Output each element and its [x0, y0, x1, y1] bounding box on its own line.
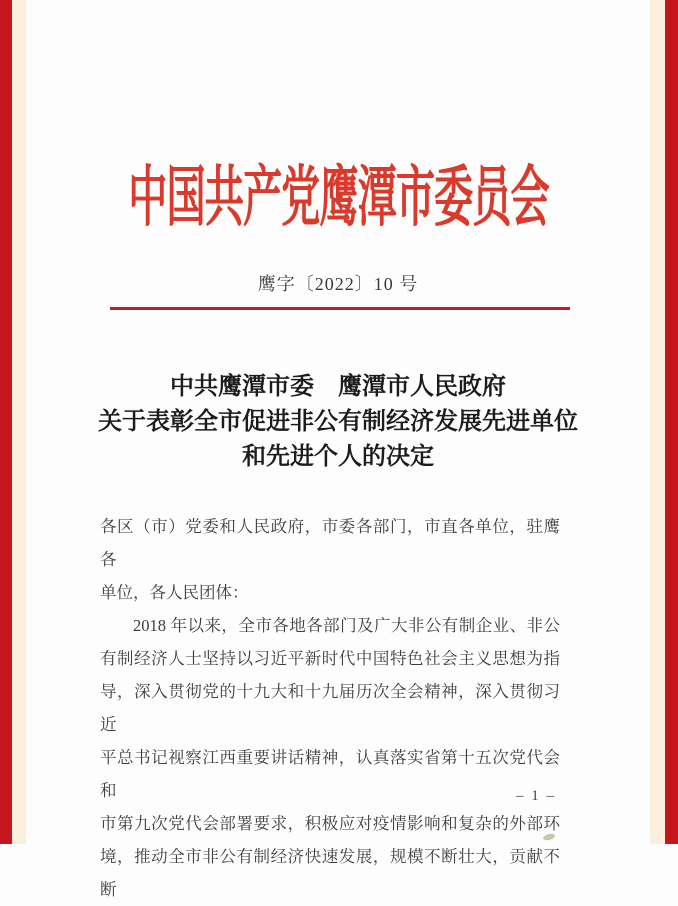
document-page	[26, 0, 650, 899]
body-line: 平总书记视察江西重要讲话精神，认真落实省第十五次党代会和	[100, 748, 560, 800]
right-cream-border-stripe	[650, 0, 665, 844]
body-line: 有制经济人士坚持以习近平新时代中国特色社会主义思想为指	[100, 649, 560, 668]
document-title	[26, 370, 650, 475]
left-red-border-stripe	[0, 0, 12, 844]
body-line: 单位，各人民团体：	[100, 583, 249, 602]
body-line: 市第九次党代会部署要求，积极应对疫情影响和复杂的外部环	[100, 814, 560, 833]
left-cream-border-stripe	[12, 0, 26, 844]
document-body	[100, 510, 560, 906]
page-number: – 1 –	[516, 788, 556, 804]
document-number: 鹰字〔2022〕10 号	[257, 274, 419, 294]
title-line-3: 和先进个人的决定	[242, 444, 434, 470]
red-separator-line	[110, 307, 570, 310]
right-red-border-stripe	[665, 0, 678, 844]
title-line-1: 中共鹰潭市委 鹰潭市人民政府	[170, 374, 506, 400]
body-line: 2018 年以来，全市各地各部门及广大非公有制企业、非公	[133, 616, 560, 635]
masthead	[26, 145, 650, 235]
body-line: 境，推动全市非公有制经济快速发展，规模不断壮大，贡献不断	[100, 847, 560, 899]
title-line-2: 关于表彰全市促进非公有制经济发展先进单位	[98, 409, 578, 435]
body-line: 导，深入贯彻党的十九大和十九届历次全会精神，深入贯彻习近	[100, 682, 560, 734]
body-line: 各区（市）党委和人民政府，市委各部门，市直各单位，驻鹰各	[100, 517, 560, 569]
masthead-title: 中国共产党鹰潭市委员会	[127, 159, 549, 235]
